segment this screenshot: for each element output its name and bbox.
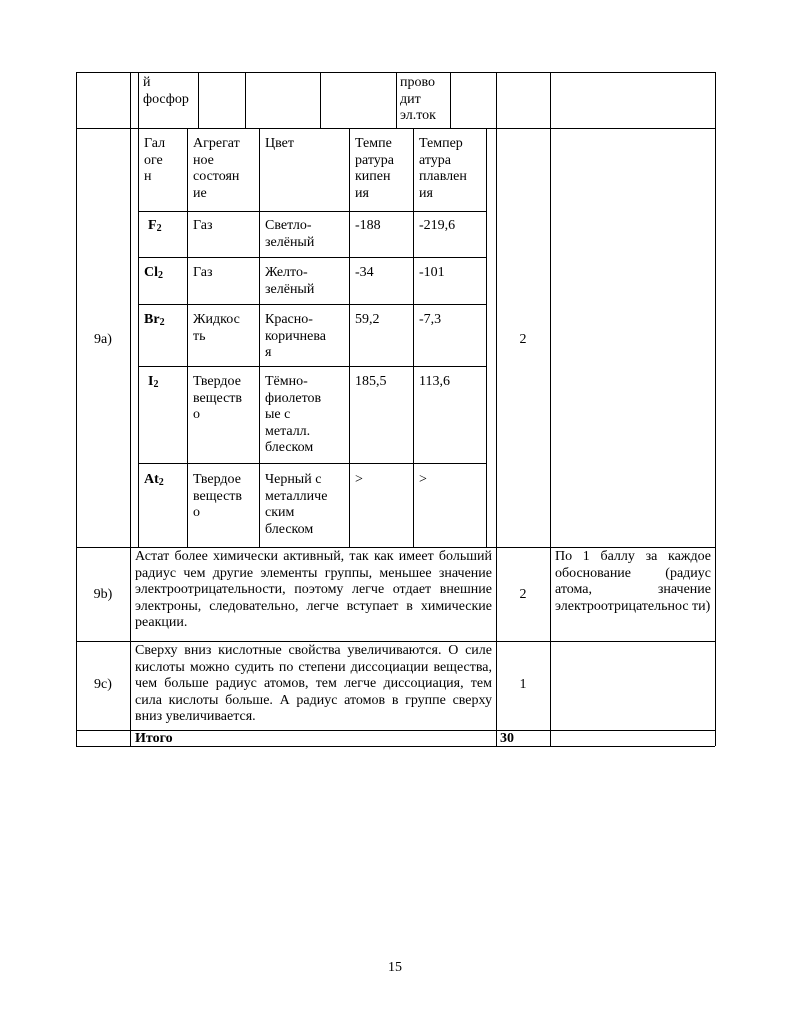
- table-border-left: [76, 72, 77, 746]
- halogen-row-divider: [138, 257, 486, 258]
- halogen-row-divider: [138, 304, 486, 305]
- halogen-col-line: [259, 128, 260, 547]
- table-row-divider: [76, 547, 715, 548]
- boiling-cell: -188: [355, 218, 381, 233]
- state-cell: Твердое веществ о: [193, 374, 243, 422]
- halogen-symbol: $Br_2$: [144, 312, 165, 328]
- color-cell: Светло- зелёный: [265, 218, 315, 250]
- question-label-9a: 9a): [94, 332, 112, 347]
- table-col-divider: [130, 72, 131, 746]
- halogen-symbol: $I_2$: [148, 374, 159, 390]
- boiling-cell: >: [355, 472, 363, 487]
- inner-col-line: [450, 72, 451, 128]
- halogen-symbol: $F_2$: [148, 218, 162, 234]
- inner-row-bottom: [138, 128, 450, 129]
- melting-cell: -219,6: [419, 218, 456, 233]
- header-halogen: Гал оге н: [144, 136, 166, 184]
- scoring-note-9b: По 1 баллу за каждое обоснование (радиус атома, значение электроотрицательнос ти): [555, 549, 711, 614]
- table-col-divider: [496, 72, 497, 746]
- question-label-9b: 9b): [93, 587, 113, 602]
- answer-9c: Сверху вниз кислотные свойства увеличиваются. О силе кислоты можно судить по степени диссоциации вещества, чем больше радиус атомов, тем легче диссоциация, тем сила кислоты больше. А радиус атомов в группе сверху вниз увеличивается.: [135, 643, 492, 724]
- score-9a: 2: [519, 332, 527, 347]
- inner-col-line: [198, 72, 199, 128]
- state-cell: Твердое веществ о: [193, 472, 243, 520]
- table-border-right: [715, 72, 716, 746]
- state-cell: Газ: [193, 265, 213, 280]
- boiling-cell: 185,5: [355, 374, 387, 389]
- header-melting-point: Темпер атура плавлен ия: [419, 136, 467, 201]
- melting-cell: -101: [419, 265, 445, 280]
- header-boiling-point: Темпе ратура кипен ия: [355, 136, 394, 201]
- melting-cell: 113,6: [419, 374, 450, 389]
- inner-col-line: [396, 72, 397, 128]
- total-value: 30: [500, 731, 514, 746]
- score-9b: 2: [519, 587, 527, 602]
- state-cell: Жидкос ть: [193, 312, 240, 344]
- melting-cell: -7,3: [419, 312, 442, 327]
- page-number: 15: [388, 960, 402, 975]
- continuation-cell-text: й фосфор: [143, 75, 189, 107]
- answer-9b: Астат более химически активный, так как имеет больший радиус чем другие элементы группы, меньшее значение электроотрицательности, поэтому легче отдает внешние электроны, следовательно, легче вступает в химические реакции.: [135, 549, 492, 630]
- halogen-col-line: [486, 128, 487, 547]
- header-color: Цвет: [265, 136, 294, 151]
- total-label: Итого: [135, 731, 173, 746]
- halogen-col-line: [349, 128, 350, 547]
- halogen-row-divider: [138, 211, 486, 212]
- score-9c: 1: [519, 677, 527, 692]
- boiling-cell: 59,2: [355, 312, 380, 327]
- melting-cell: >: [419, 472, 427, 487]
- halogen-row-divider: [138, 366, 486, 367]
- halogen-symbol: $Cl_2$: [144, 265, 163, 281]
- continuation-cell-text: прово дит эл.ток: [400, 75, 436, 123]
- color-cell: Тёмно- фиолетов ые с металл. блеском: [265, 374, 322, 455]
- header-state: Агрегат ное состоян ие: [193, 136, 240, 201]
- halogen-symbol: $At_2$: [144, 472, 164, 488]
- halogen-row-divider: [138, 463, 486, 464]
- inner-col-line: [138, 72, 139, 128]
- inner-col-line: [245, 72, 246, 128]
- table-col-divider: [550, 72, 551, 746]
- table-row-divider: [76, 641, 715, 642]
- halogen-col-line: [138, 128, 139, 547]
- color-cell: Красно- коричнева я: [265, 312, 326, 360]
- halogen-col-line: [187, 128, 188, 547]
- halogen-col-line: [413, 128, 414, 547]
- inner-col-line: [320, 72, 321, 128]
- state-cell: Газ: [193, 218, 213, 233]
- question-label-9c: 9c): [94, 677, 112, 692]
- color-cell: Черный с металличе ским блеском: [265, 472, 328, 537]
- color-cell: Желто- зелёный: [265, 265, 315, 297]
- boiling-cell: -34: [355, 265, 374, 280]
